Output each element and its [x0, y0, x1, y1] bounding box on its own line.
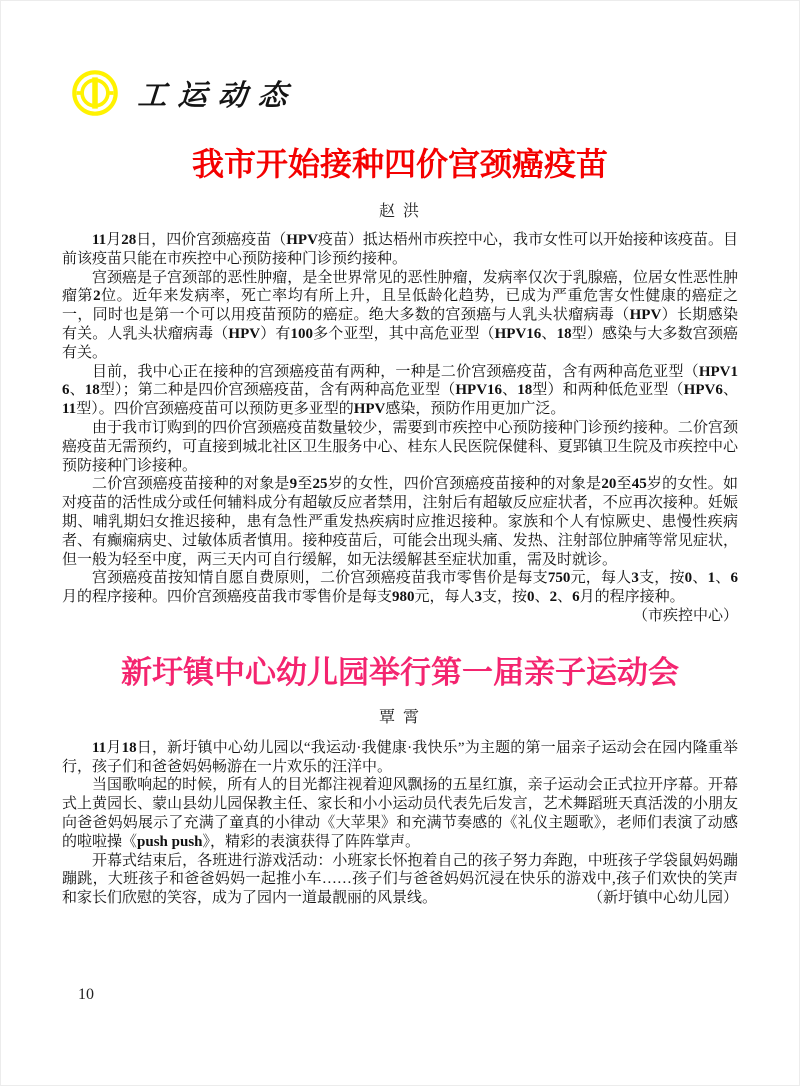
article-2-paragraph: 11月18日，新圩镇中心幼儿园以“我运动·我健康·我快乐”为主题的第一届亲子运动会在园内隆重举行，孩子们和爸爸妈妈畅游在一片欢乐的汪洋中。 [62, 739, 738, 775]
article-1-paragraph: 由于我市订购到的四价宫颈癌疫苗数量较少，需要到市疾控中心预防接种门诊预约接种。二价宫颈癌疫苗无需预约，可直接到城北社区卫生服务中心、桂东人民医院保健科、夏郢镇卫生院及市疾控中心预防接种门诊接种。 [62, 419, 738, 474]
article-1-paragraph: 目前，我中心正在接种的宫颈癌疫苗有两种，一种是二价宫颈癌疫苗，含有两种高危亚型（HPV16、18型）；第二种是四价宫颈癌疫苗，含有两种高危亚型（HPV16、18型）和两种低危亚型（HPV6、11型）。四价宫颈癌疫苗可以预防更多亚型的HPV感染，预防作用更加广泛。 [62, 363, 738, 418]
masthead [72, 70, 298, 116]
trade-union-emblem-icon [72, 70, 118, 116]
article-2-title: 新圩镇中心幼儿园举行第一届亲子运动会 [121, 654, 679, 690]
article-2-paragraph: 开幕式结束后，各班进行游戏活动：小班家长怀抱着自己的孩子努力奔跑，中班孩子学袋鼠妈妈蹦蹦跳，大班孩子和爸爸妈妈一起推小车……孩子们与爸爸妈妈沉浸在快乐的游戏中,孩子们欢快的笑声和家长们欣慰的笑容，成为了园内一道最靓丽的风景线。 [62, 852, 738, 907]
article-1-paragraph: 11月28日，四价宫颈癌疫苗（HPV疫苗）抵达梧州市疾控中心，我市女性可以开始接种该疫苗。目前该疫苗只能在市疾控中心预防接种门诊预约接种。 [62, 232, 738, 267]
article-2-paragraph: 当国歌响起的时候，所有人的目光都注视着迎风飘扬的五星红旗，亲子运动会正式拉开序幕。开幕式上黄园长、蒙山县幼儿园保教主任、家长和小小运动员代表先后发言，艺术舞蹈班天真活泼的小朋友向爸爸妈妈展示了充满了童真的小律动《大苹果》和充满节奏感的《礼仪主题歌》，老师们表演了动感的啦啦操《push push》，精彩的表演获得了阵阵掌声。 [62, 777, 738, 850]
article-1-paragraph: 宫颈癌是子宫颈部的恶性肿瘤，是全世界常见的恶性肿瘤，发病率仅次于乳腺癌，位居女性恶性肿瘤第2位。近年来发病率，死亡率均有所上升，且呈低龄化趋势，已成为严重危害女性健康的癌症之一，同时也是第一个可以用疫苗预防的癌症。绝大多数的宫颈癌与人乳头状瘤病毒（HPV）长期感染有关。人乳头状瘤病毒（HPV）有100多个亚型，其中高危亚型（HPV16、18型）感染与大多数宫颈癌有关。 [62, 269, 738, 361]
article-2-body [62, 739, 738, 908]
page-number: 10 [78, 986, 94, 1003]
article-1-paragraph: 宫颈癌疫苗按知情自愿自费原则，二价宫颈癌疫苗我市零售价是每支750元，每人3支，按0、1、6月的程序接种。四价宫颈癌疫苗我市零售价是每支980元，每人3支，按0、2、6月的程序接种。 [62, 570, 738, 606]
article-1-paragraph: 二价宫颈癌疫苗接种的对象是9至25岁的女性，四价宫颈癌疫苗接种的对象是20至45岁的女性。如对疫苗的活性成分或任何辅料成分有超敏反应者禁用，注射后有超敏反应症状者，不应再次接种。妊娠期、哺乳期妇女推迟接种，患有急性严重发热疾病时应推迟接种。家族和个人有惊厥史、患慢性疾病者、有癫痫病史、过敏体质者慎用。接种疫苗后，可能会出现头痛、发热、注射部位肿痛等常见症状，但一般为轻至中度，两三天内可自行缓解，如无法缓解甚至症状加重，需及时就诊。 [62, 476, 738, 568]
masthead-title: 工运动态 [136, 79, 299, 112]
article-1-author: 赵 洪 [378, 203, 421, 220]
page-content [0, 146, 800, 908]
article-2-author: 覃 霄 [378, 708, 421, 726]
article-1-body [62, 231, 738, 626]
article-2-attribution: （新圩镇中心幼儿园） [587, 890, 738, 907]
article-1-title: 我市开始接种四价宫颈癌疫苗 [191, 146, 608, 182]
article-1-attribution: （市疾控中心） [632, 607, 738, 624]
